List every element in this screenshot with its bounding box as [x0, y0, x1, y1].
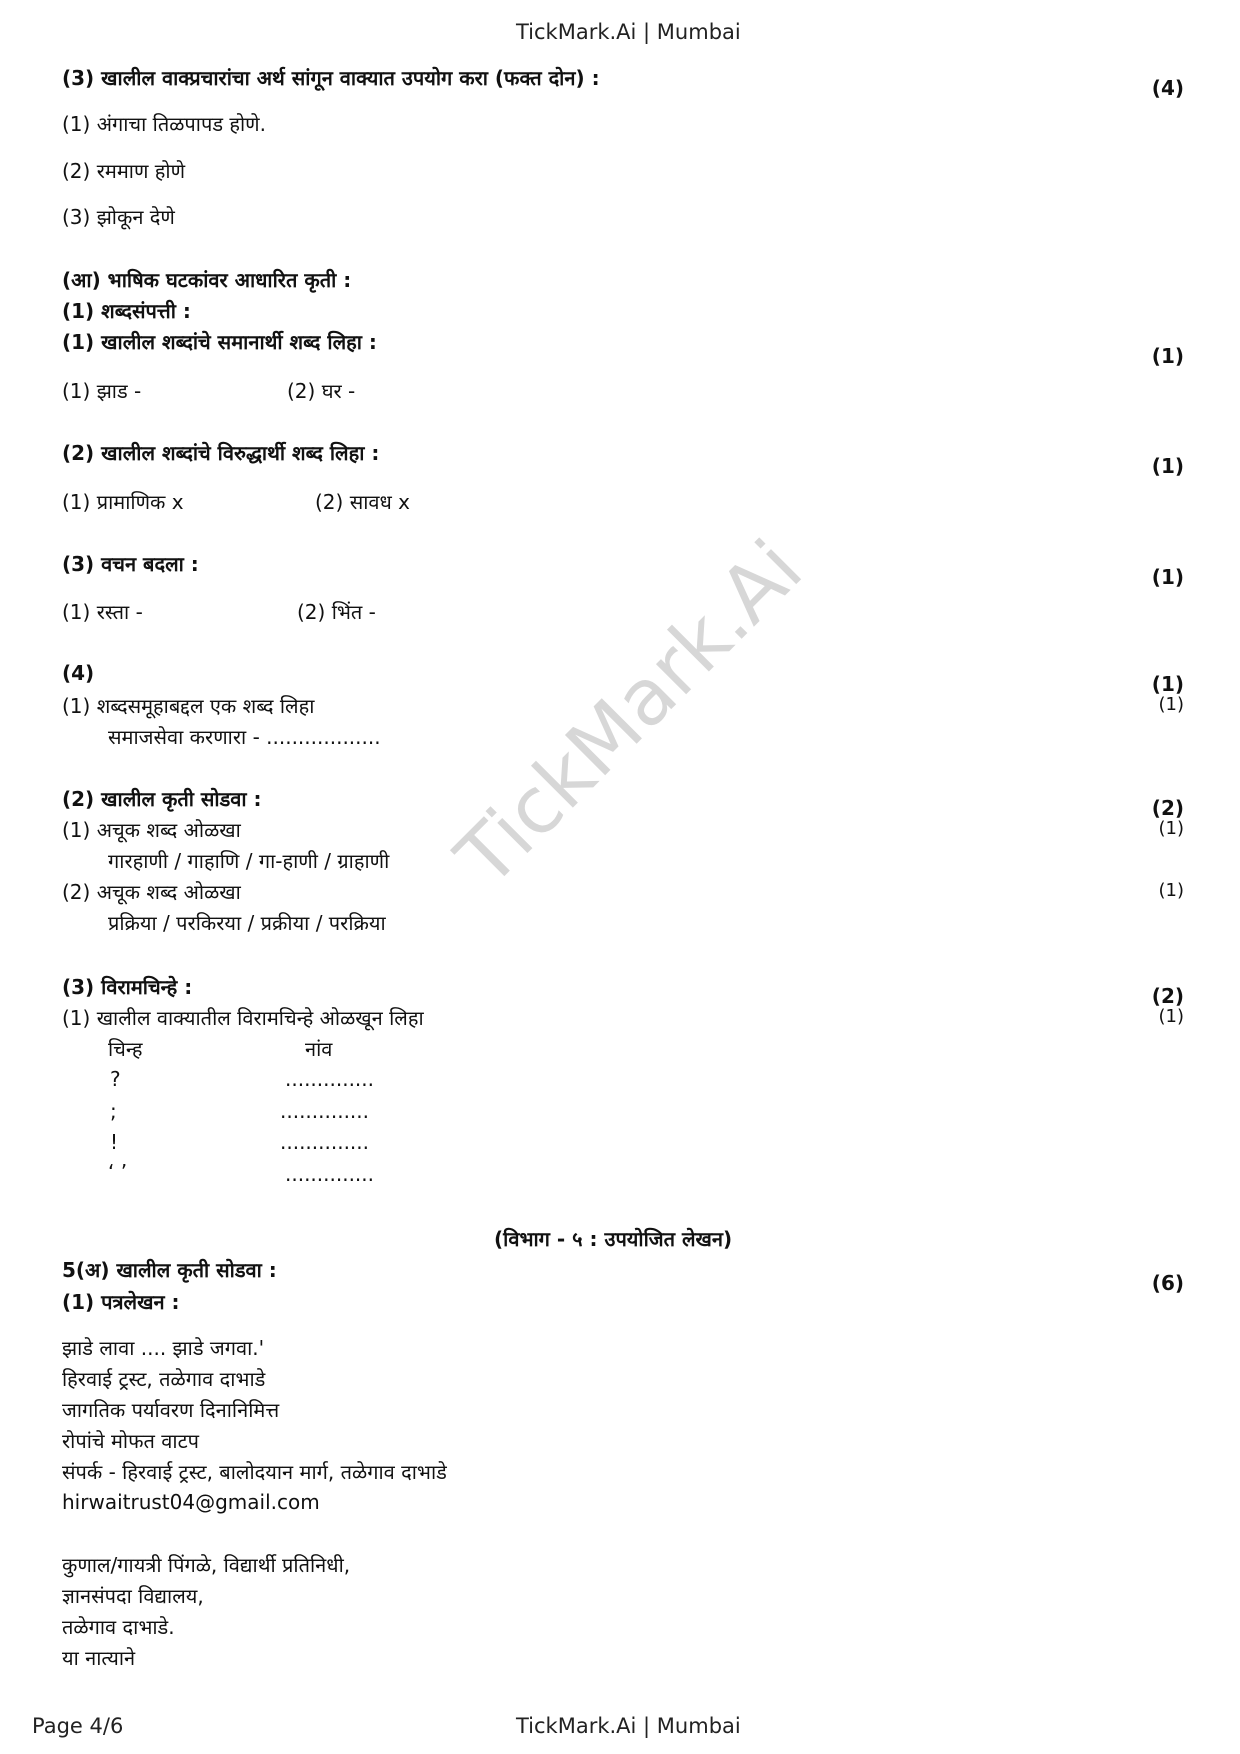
- q3-item: (3) झोकून देणे: [62, 205, 175, 229]
- punctuation-symbol: ?: [110, 1067, 121, 1091]
- q3-item: (1) अंगाचा तिळपापड होणे.: [62, 112, 266, 136]
- punctuation-symbol: ;: [110, 1099, 117, 1123]
- sender-line: कुणाल/गायत्री पिंगळे, विद्यार्थी प्रतिनिधी,: [62, 1553, 351, 1577]
- q3-marks: (4): [1151, 76, 1184, 100]
- synonym-item: (1) झाड -: [62, 379, 142, 403]
- q4-line: (1) शब्दसमूहाबद्दल एक शब्द लिहा: [62, 694, 315, 718]
- q3-heading: (3) खालील वाक्प्रचारांचा अर्थ सांगून वाक्यात उपयोग करा (फक्त दोन) :: [62, 66, 600, 90]
- letter-writing-heading: (1) पत्रलेखन :: [62, 1290, 180, 1314]
- solve-heading: (2) खालील कृती सोडवा :: [62, 787, 262, 811]
- vocab-heading: (1) शब्दसंपत्ती :: [62, 299, 191, 323]
- antonym-heading: (2) खालील शब्दांचे विरुद्धार्थी शब्द लिहा :: [62, 441, 380, 465]
- q3-item: (2) रममाण होणे: [62, 159, 186, 183]
- antonym-item: (1) प्रामाणिक x: [62, 490, 184, 514]
- page-footer-brand: TickMark.Ai | Mumbai: [516, 1714, 741, 1738]
- solve-item-label: (1) अचूक शब्द ओळखा: [62, 818, 241, 842]
- solve-item-options: प्रक्रिया / परकिरया / प्रक्रीया / परक्रिया: [108, 911, 386, 935]
- watermark: TickMark.Ai: [440, 523, 820, 904]
- sender-line: या नात्याने: [62, 1646, 136, 1670]
- number-change-marks: (1): [1151, 565, 1184, 589]
- notice-line: हिरवाई ट्रस्ट, तळेगाव दाभाडे: [62, 1367, 266, 1391]
- section-5-title: (विभाग - ५ : उपयोजित लेखन): [494, 1227, 733, 1251]
- number-change-heading: (3) वचन बदला :: [62, 552, 199, 576]
- notice-line: जागतिक पर्यावरण दिनानिमित्त: [62, 1398, 280, 1422]
- synonym-heading: (1) खालील शब्दांचे समानार्थी शब्द लिहा :: [62, 330, 377, 354]
- punctuation-heading: (3) विरामचिन्हे :: [62, 975, 193, 999]
- section-5-marks: (6): [1151, 1271, 1184, 1295]
- q4-heading: (4): [62, 661, 95, 685]
- q4-sub-marks: (1): [1158, 694, 1184, 715]
- punctuation-sub-label: (1) खालील वाक्यातील विरामचिन्हे ओळखून लिहा: [62, 1006, 424, 1030]
- notice-line: संपर्क - हिरवाई ट्रस्ट, बालोदयान मार्ग, तळेगाव दाभाडे: [62, 1460, 447, 1484]
- solve-item-marks: (1): [1158, 818, 1184, 839]
- solve-item-options: गारहाणी / गाहाणि / गा-हाणी / ग्राहाणी: [108, 849, 390, 873]
- punctuation-col-name: नांव: [305, 1037, 333, 1061]
- punctuation-col-symbol: चिन्ह: [108, 1037, 143, 1061]
- antonym-item: (2) सावध x: [315, 490, 411, 514]
- punctuation-symbol: ‘ ’: [108, 1160, 128, 1184]
- solve-item-marks: (1): [1158, 880, 1184, 901]
- punctuation-marks: (2): [1151, 984, 1184, 1008]
- q4-marks: (1): [1151, 672, 1184, 696]
- page-header: TickMark.Ai | Mumbai: [516, 20, 741, 44]
- punctuation-sub-marks: (1): [1158, 1006, 1184, 1027]
- sender-line: तळेगाव दाभाडे.: [62, 1615, 175, 1639]
- punctuation-symbol: !: [110, 1130, 119, 1154]
- punctuation-blank: ..............: [280, 1099, 370, 1123]
- sender-line: ज्ञानसंपदा विद्यालय,: [62, 1584, 204, 1608]
- punctuation-blank: ..............: [285, 1162, 375, 1186]
- section-5-heading: 5(अ) खालील कृती सोडवा :: [62, 1258, 277, 1282]
- synonym-item: (2) घर -: [287, 379, 356, 403]
- notice-email: hirwaitrust04@gmail.com: [62, 1490, 320, 1514]
- notice-line: रोपांचे मोफत वाटप: [62, 1429, 200, 1453]
- solve-item-label: (2) अचूक शब्द ओळखा: [62, 880, 241, 904]
- q4-line: समाजसेवा करणारा - ..................: [108, 725, 381, 749]
- solve-marks: (2): [1151, 796, 1184, 820]
- punctuation-blank: ..............: [280, 1130, 370, 1154]
- page-number: Page 4/6: [32, 1714, 124, 1738]
- number-change-item: (2) भिंत -: [297, 600, 376, 624]
- synonym-marks: (1): [1151, 344, 1184, 368]
- antonym-marks: (1): [1151, 454, 1184, 478]
- number-change-item: (1) रस्ता -: [62, 600, 143, 624]
- section-aa-heading: (आ) भाषिक घटकांवर आधारित कृती :: [62, 268, 352, 292]
- punctuation-blank: ..............: [285, 1067, 375, 1091]
- notice-line: झाडे लावा .... झाडे जगवा.': [62, 1336, 265, 1360]
